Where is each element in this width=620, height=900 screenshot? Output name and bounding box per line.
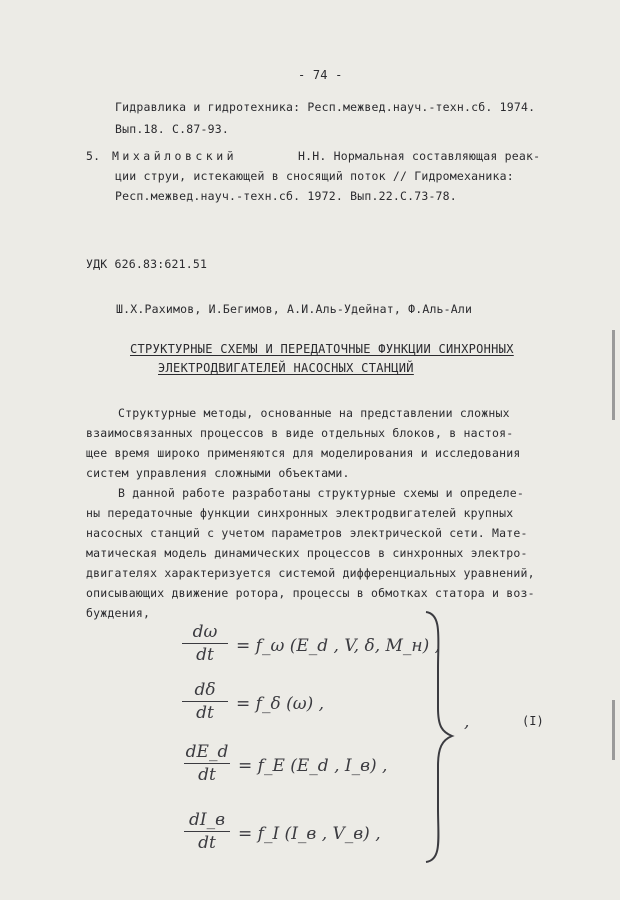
reference-5-number: 5.	[86, 149, 101, 163]
equation-4-fraction	[184, 810, 230, 853]
equation-3-denominator: dt	[198, 765, 216, 785]
paragraph-2-line-5: двигателях характеризуется системой дифференциальных уравнений,	[86, 566, 535, 580]
system-comma: ,	[464, 712, 470, 732]
scan-edge-mark	[612, 330, 615, 420]
article-title-line-1: СТРУКТУРНЫЕ СХЕМЫ И ПЕРЕДАТОЧНЫЕ ФУНКЦИИ СИНХРОННЫХ	[130, 342, 514, 356]
paragraph-2-line-2: ны передаточные функции синхронных электродвигателей крупных	[86, 506, 514, 520]
reference-4-line-2: Вып.18. С.87-93.	[115, 122, 229, 136]
equation-1-rhs: = f_ω (E_d , V, δ, M_н) ,	[236, 636, 441, 656]
paragraph-2-line-4: матическая модель динамических процессов в синхронных электро-	[86, 546, 528, 560]
system-brace	[420, 608, 460, 866]
equation-4-rhs: = f_I (I_в , V_в) ,	[238, 824, 381, 844]
equation-3-rhs: = f_E (E_d , I_в) ,	[238, 756, 388, 776]
authors: Ш.Х.Рахимов, И.Бегимов, А.И.Аль-Удейнат, Ф.Аль-Али	[116, 302, 473, 316]
equation-1-numerator: dω	[182, 622, 228, 644]
paragraph-2-line-7: буждения,	[86, 606, 151, 620]
equation-number: (I)	[522, 714, 544, 728]
paragraph-2-line-6: описывающих движение ротора, процессы в обмотках статора и воз-	[86, 586, 535, 600]
equation-1-fraction	[182, 622, 228, 665]
equation-3-fraction	[184, 742, 230, 785]
equation-2-rhs: = f_δ (ω) ,	[236, 694, 325, 714]
page-number: - 74 -	[298, 68, 343, 82]
equation-2-denominator: dt	[196, 703, 214, 723]
paragraph-1-line-4: систем управления сложными объектами.	[86, 466, 350, 480]
scan-edge-mark	[612, 700, 615, 760]
article-title-line-2: ЭЛЕКТРОДВИГАТЕЛЕЙ НАСОСНЫХ СТАНЦИЙ	[158, 361, 414, 375]
udk-code: УДК 626.83:621.51	[86, 257, 208, 271]
paragraph-1-line-1: Структурные методы, основанные на представлении сложных	[118, 406, 510, 420]
equation-4-denominator: dt	[198, 833, 216, 853]
reference-5-author: Михайловский	[112, 149, 238, 163]
reference-5-line-2: ции струи, истекающей в сносящий поток // Гидромеханика:	[115, 169, 514, 183]
paragraph-1-line-2: взаимосвязанных процессов в виде отдельных блоков, в настоя-	[86, 426, 514, 440]
reference-5-line-3: Респ.межвед.науч.-техн.сб. 1972. Вып.22.С.73-78.	[115, 189, 457, 203]
paragraph-2-line-1: В данной работе разработаны структурные схемы и определе-	[118, 486, 525, 500]
equation-4-numerator: dI_в	[184, 810, 230, 832]
paragraph-1-line-3: щее время широко применяются для моделирования и исследования	[86, 446, 521, 460]
paragraph-2-line-3: насосных станций с учетом параметров электрической сети. Мате-	[86, 526, 528, 540]
reference-4-line-1: Гидравлика и гидротехника: Респ.межвед.науч.-техн.сб. 1974.	[115, 100, 536, 114]
equation-1-denominator: dt	[196, 645, 214, 665]
equation-3-numerator: dE_d	[185, 742, 229, 762]
equation-2-numerator: dδ	[182, 680, 228, 702]
reference-5-line-1: Н.Н. Нормальная составляющая реак-	[298, 149, 541, 163]
equation-2-fraction	[182, 680, 228, 723]
